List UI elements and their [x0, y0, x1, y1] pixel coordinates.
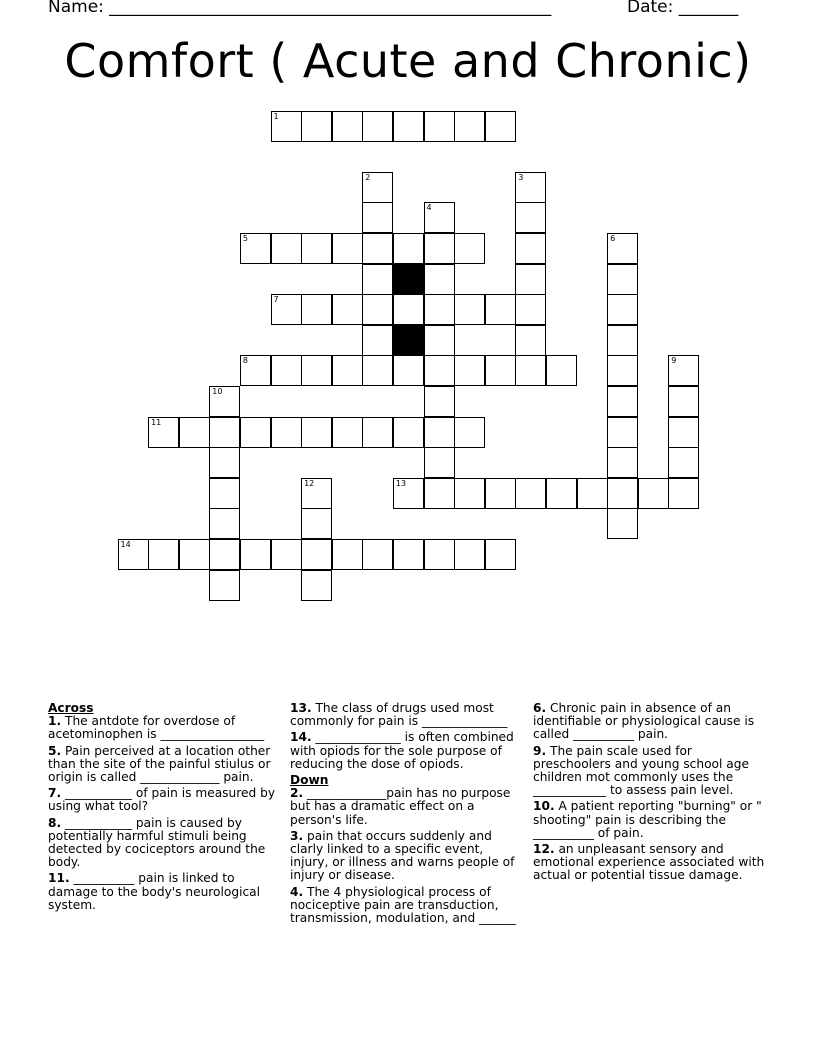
clue-item-text: pain that occurs suddenly and clarly linked to a specific event, injury, or illness and warns people of injury or disease.	[290, 828, 515, 883]
grid-cell[interactable]	[485, 478, 516, 509]
clue-item-number: 12.	[533, 842, 555, 857]
clue-item	[290, 830, 520, 883]
clue-item-number: 2.	[290, 786, 304, 801]
grid-cell[interactable]	[424, 202, 455, 233]
clue-item-text: Pain perceived at a location other than the site of the painful stiulus or origin is called _____________ pain.	[48, 743, 271, 785]
grid-cell[interactable]	[362, 264, 393, 295]
grid-cell[interactable]	[515, 355, 546, 386]
grid-cell[interactable]	[209, 570, 240, 601]
grid-cell[interactable]	[454, 111, 485, 142]
grid-cell[interactable]	[393, 539, 424, 570]
grid-cell[interactable]	[271, 417, 302, 448]
grid-cell[interactable]	[209, 539, 240, 570]
grid-cell[interactable]	[393, 478, 424, 509]
grid-cell[interactable]	[271, 539, 302, 570]
clue-item-text: ___________ of pain is measured by using what tool?	[48, 786, 276, 814]
clue-item-number: 11.	[48, 871, 70, 886]
grid-cell[interactable]	[148, 417, 179, 448]
clue-item	[48, 817, 280, 870]
grid-cell[interactable]	[454, 539, 485, 570]
grid-cell[interactable]	[362, 233, 393, 264]
grid-cell[interactable]	[668, 478, 699, 509]
grid-cell[interactable]	[546, 355, 577, 386]
clue-item-number: 14.	[290, 730, 312, 745]
clue-item-text: The class of drugs used most commonly for pain is ______________	[290, 701, 508, 729]
clue-item-number: 8.	[48, 815, 62, 830]
grid-cell[interactable]	[332, 294, 363, 325]
grid-cell[interactable]	[393, 417, 424, 448]
clue-item	[290, 702, 520, 728]
clue-item-text: an unpleasant sensory and emotional experience associated with actual or potential tissue damage.	[533, 842, 765, 883]
grid-cell[interactable]	[271, 111, 302, 142]
clue-number: 3	[518, 172, 524, 182]
grid-cell[interactable]	[515, 172, 546, 203]
grid-cell[interactable]	[454, 478, 485, 509]
clue-item-number: 5.	[48, 743, 62, 758]
clue-item-number: 7.	[48, 786, 62, 801]
clues-column-2	[290, 702, 520, 928]
grid-cell[interactable]	[332, 233, 363, 264]
grid-cell[interactable]	[271, 233, 302, 264]
grid-cell[interactable]	[362, 202, 393, 233]
grid-cell[interactable]	[515, 233, 546, 264]
clue-item	[290, 787, 520, 827]
clue-number: 4	[426, 203, 432, 213]
clue-item	[533, 843, 765, 883]
clue-number: 1	[273, 111, 279, 121]
clue-number: 7	[273, 295, 279, 305]
grid-cell[interactable]	[424, 447, 455, 478]
clue-item-number: 1.	[48, 714, 62, 729]
clue-item-text: ______________ is often combined with opiods for the sole purpose of reducing the dose of opiods.	[290, 730, 514, 771]
grid-cell[interactable]	[607, 294, 638, 325]
clue-item-number: 13.	[290, 701, 312, 715]
grid-cell[interactable]	[148, 539, 179, 570]
grid-cell[interactable]	[118, 539, 149, 570]
clue-item	[290, 731, 520, 771]
grid-cell[interactable]	[362, 417, 393, 448]
grid-cell[interactable]	[332, 539, 363, 570]
clue-number: 8	[242, 356, 248, 366]
grid-cell-blocked	[393, 325, 424, 356]
grid-cell[interactable]	[301, 508, 332, 539]
clue-number: 2	[365, 172, 371, 182]
grid-cell[interactable]	[638, 478, 669, 509]
grid-cell[interactable]	[240, 355, 271, 386]
clue-item	[48, 872, 280, 912]
grid-cell[interactable]	[362, 294, 393, 325]
grid-cell[interactable]	[209, 508, 240, 539]
clue-item-number: 3.	[290, 828, 304, 843]
clue-item-text: __________ pain is linked to damage to the body's neurological system.	[48, 871, 261, 912]
grid-cell[interactable]	[515, 478, 546, 509]
grid-cell[interactable]	[515, 325, 546, 356]
grid-cell[interactable]	[607, 417, 638, 448]
grid-cell[interactable]	[362, 325, 393, 356]
grid-cell[interactable]	[607, 264, 638, 295]
clue-item-number: 9.	[533, 743, 547, 758]
grid-cell[interactable]	[301, 570, 332, 601]
clue-item-text: The antdote for overdose of acetominophen is _________________	[48, 714, 265, 742]
grid-cell[interactable]	[301, 294, 332, 325]
grid-cell[interactable]	[485, 111, 516, 142]
grid-cell[interactable]	[240, 233, 271, 264]
grid-cell[interactable]	[607, 325, 638, 356]
grid-cell[interactable]	[209, 478, 240, 509]
grid-cell[interactable]	[607, 233, 638, 264]
grid-cell[interactable]	[607, 478, 638, 509]
grid-cell[interactable]	[209, 417, 240, 448]
clue-item	[48, 715, 280, 741]
grid-cell[interactable]	[332, 111, 363, 142]
clue-item-number: 10.	[533, 799, 555, 814]
grid-cell[interactable]	[209, 447, 240, 478]
grid-cell[interactable]	[454, 355, 485, 386]
clue-item-text: The pain scale used for preschoolers and young school age children mot commonly uses the ____________ to assess pain level.	[533, 743, 749, 798]
grid-cell[interactable]	[301, 417, 332, 448]
grid-cell[interactable]	[362, 355, 393, 386]
clue-item	[48, 745, 280, 785]
clue-number: 11	[151, 417, 162, 427]
grid-cell[interactable]	[424, 325, 455, 356]
clue-item-number: 4.	[290, 884, 304, 899]
grid-cell[interactable]	[485, 355, 516, 386]
clue-number: 6	[610, 233, 616, 243]
grid-cell[interactable]	[301, 111, 332, 142]
clue-item-text: _____________pain has no purpose but has a dramatic effect on a person's life.	[290, 786, 511, 827]
across-clue-list	[48, 715, 280, 912]
grid-cell[interactable]	[332, 355, 363, 386]
grid-cell[interactable]	[668, 386, 699, 417]
grid-cell[interactable]	[362, 111, 393, 142]
grid-cell[interactable]	[393, 111, 424, 142]
clue-item-text: The 4 physiological process of nociceptive pain are transduction, transmission, modulation, and ______	[290, 884, 516, 926]
grid-cell[interactable]	[424, 478, 455, 509]
grid-cell[interactable]	[424, 386, 455, 417]
clue-item-text: A patient reporting "burning" or " shooting" pain is describing the __________ of pain.	[533, 799, 762, 840]
grid-cell[interactable]	[332, 417, 363, 448]
down-heading: Down	[290, 773, 329, 788]
clue-number: 12	[304, 478, 315, 488]
clue-item	[48, 787, 280, 813]
clue-item-number: 6.	[533, 701, 547, 715]
grid-cell[interactable]	[577, 478, 608, 509]
clue-number: 10	[212, 386, 223, 396]
grid-cell[interactable]	[424, 539, 455, 570]
grid-cell-blocked	[393, 264, 424, 295]
grid-cell[interactable]	[607, 355, 638, 386]
clue-number: 5	[242, 233, 248, 243]
grid-cell[interactable]	[515, 294, 546, 325]
grid-cell[interactable]	[424, 264, 455, 295]
grid-cell[interactable]	[301, 233, 332, 264]
grid-cell[interactable]	[454, 294, 485, 325]
grid-cell[interactable]	[393, 294, 424, 325]
grid-cell[interactable]	[546, 478, 577, 509]
grid-cell[interactable]	[607, 447, 638, 478]
name-field-label: Name: ____________________________________________________	[48, 0, 552, 17]
grid-cell[interactable]	[362, 539, 393, 570]
down-clue-list	[290, 787, 520, 925]
clues-column-3	[533, 702, 765, 886]
grid-cell[interactable]	[668, 447, 699, 478]
across-clue-list-continued	[290, 702, 520, 771]
clue-item	[290, 886, 520, 926]
grid-cell[interactable]	[301, 478, 332, 509]
grid-cell[interactable]	[271, 294, 302, 325]
grid-cell[interactable]	[668, 355, 699, 386]
grid-cell[interactable]	[362, 172, 393, 203]
grid-cell[interactable]	[301, 539, 332, 570]
down-clue-list-continued	[533, 702, 765, 883]
page-title: Comfort ( Acute and Chronic)	[64, 34, 752, 88]
grid-cell[interactable]	[424, 355, 455, 386]
clues-column-1	[48, 702, 280, 915]
grid-cell[interactable]	[393, 355, 424, 386]
clue-item-text: Chronic pain in absence of an identifiable or physiological cause is called __________ pain.	[533, 701, 755, 742]
grid-cell[interactable]	[424, 294, 455, 325]
grid-cell[interactable]	[515, 264, 546, 295]
grid-cell[interactable]	[424, 417, 455, 448]
grid-cell[interactable]	[424, 233, 455, 264]
grid-cell[interactable]	[454, 417, 485, 448]
grid-cell[interactable]	[454, 233, 485, 264]
clue-number: 13	[395, 478, 407, 488]
grid-cell[interactable]	[393, 233, 424, 264]
grid-cell[interactable]	[424, 111, 455, 142]
grid-cell[interactable]	[485, 294, 516, 325]
grid-cell[interactable]	[240, 417, 271, 448]
grid-cell[interactable]	[179, 417, 210, 448]
grid-cell[interactable]	[179, 539, 210, 570]
grid-cell[interactable]	[240, 539, 271, 570]
grid-cell[interactable]	[485, 539, 516, 570]
clue-item-text: ___________ pain is caused by potentially harmful stimuli being detected by cociceptors around the body.	[48, 815, 266, 870]
grid-cell[interactable]	[271, 355, 302, 386]
grid-cell[interactable]	[607, 508, 638, 539]
across-heading: Across	[48, 701, 94, 715]
date-field-label: Date: _______	[627, 0, 739, 17]
grid-cell[interactable]	[209, 386, 240, 417]
clue-number: 9	[671, 356, 677, 366]
clue-item	[533, 702, 765, 742]
clue-item	[533, 800, 765, 840]
clue-number: 14	[120, 539, 131, 549]
grid-cell[interactable]	[301, 355, 332, 386]
grid-cell[interactable]	[607, 386, 638, 417]
grid-cell[interactable]	[515, 202, 546, 233]
grid-cell[interactable]	[668, 417, 699, 448]
clue-item	[533, 745, 765, 798]
